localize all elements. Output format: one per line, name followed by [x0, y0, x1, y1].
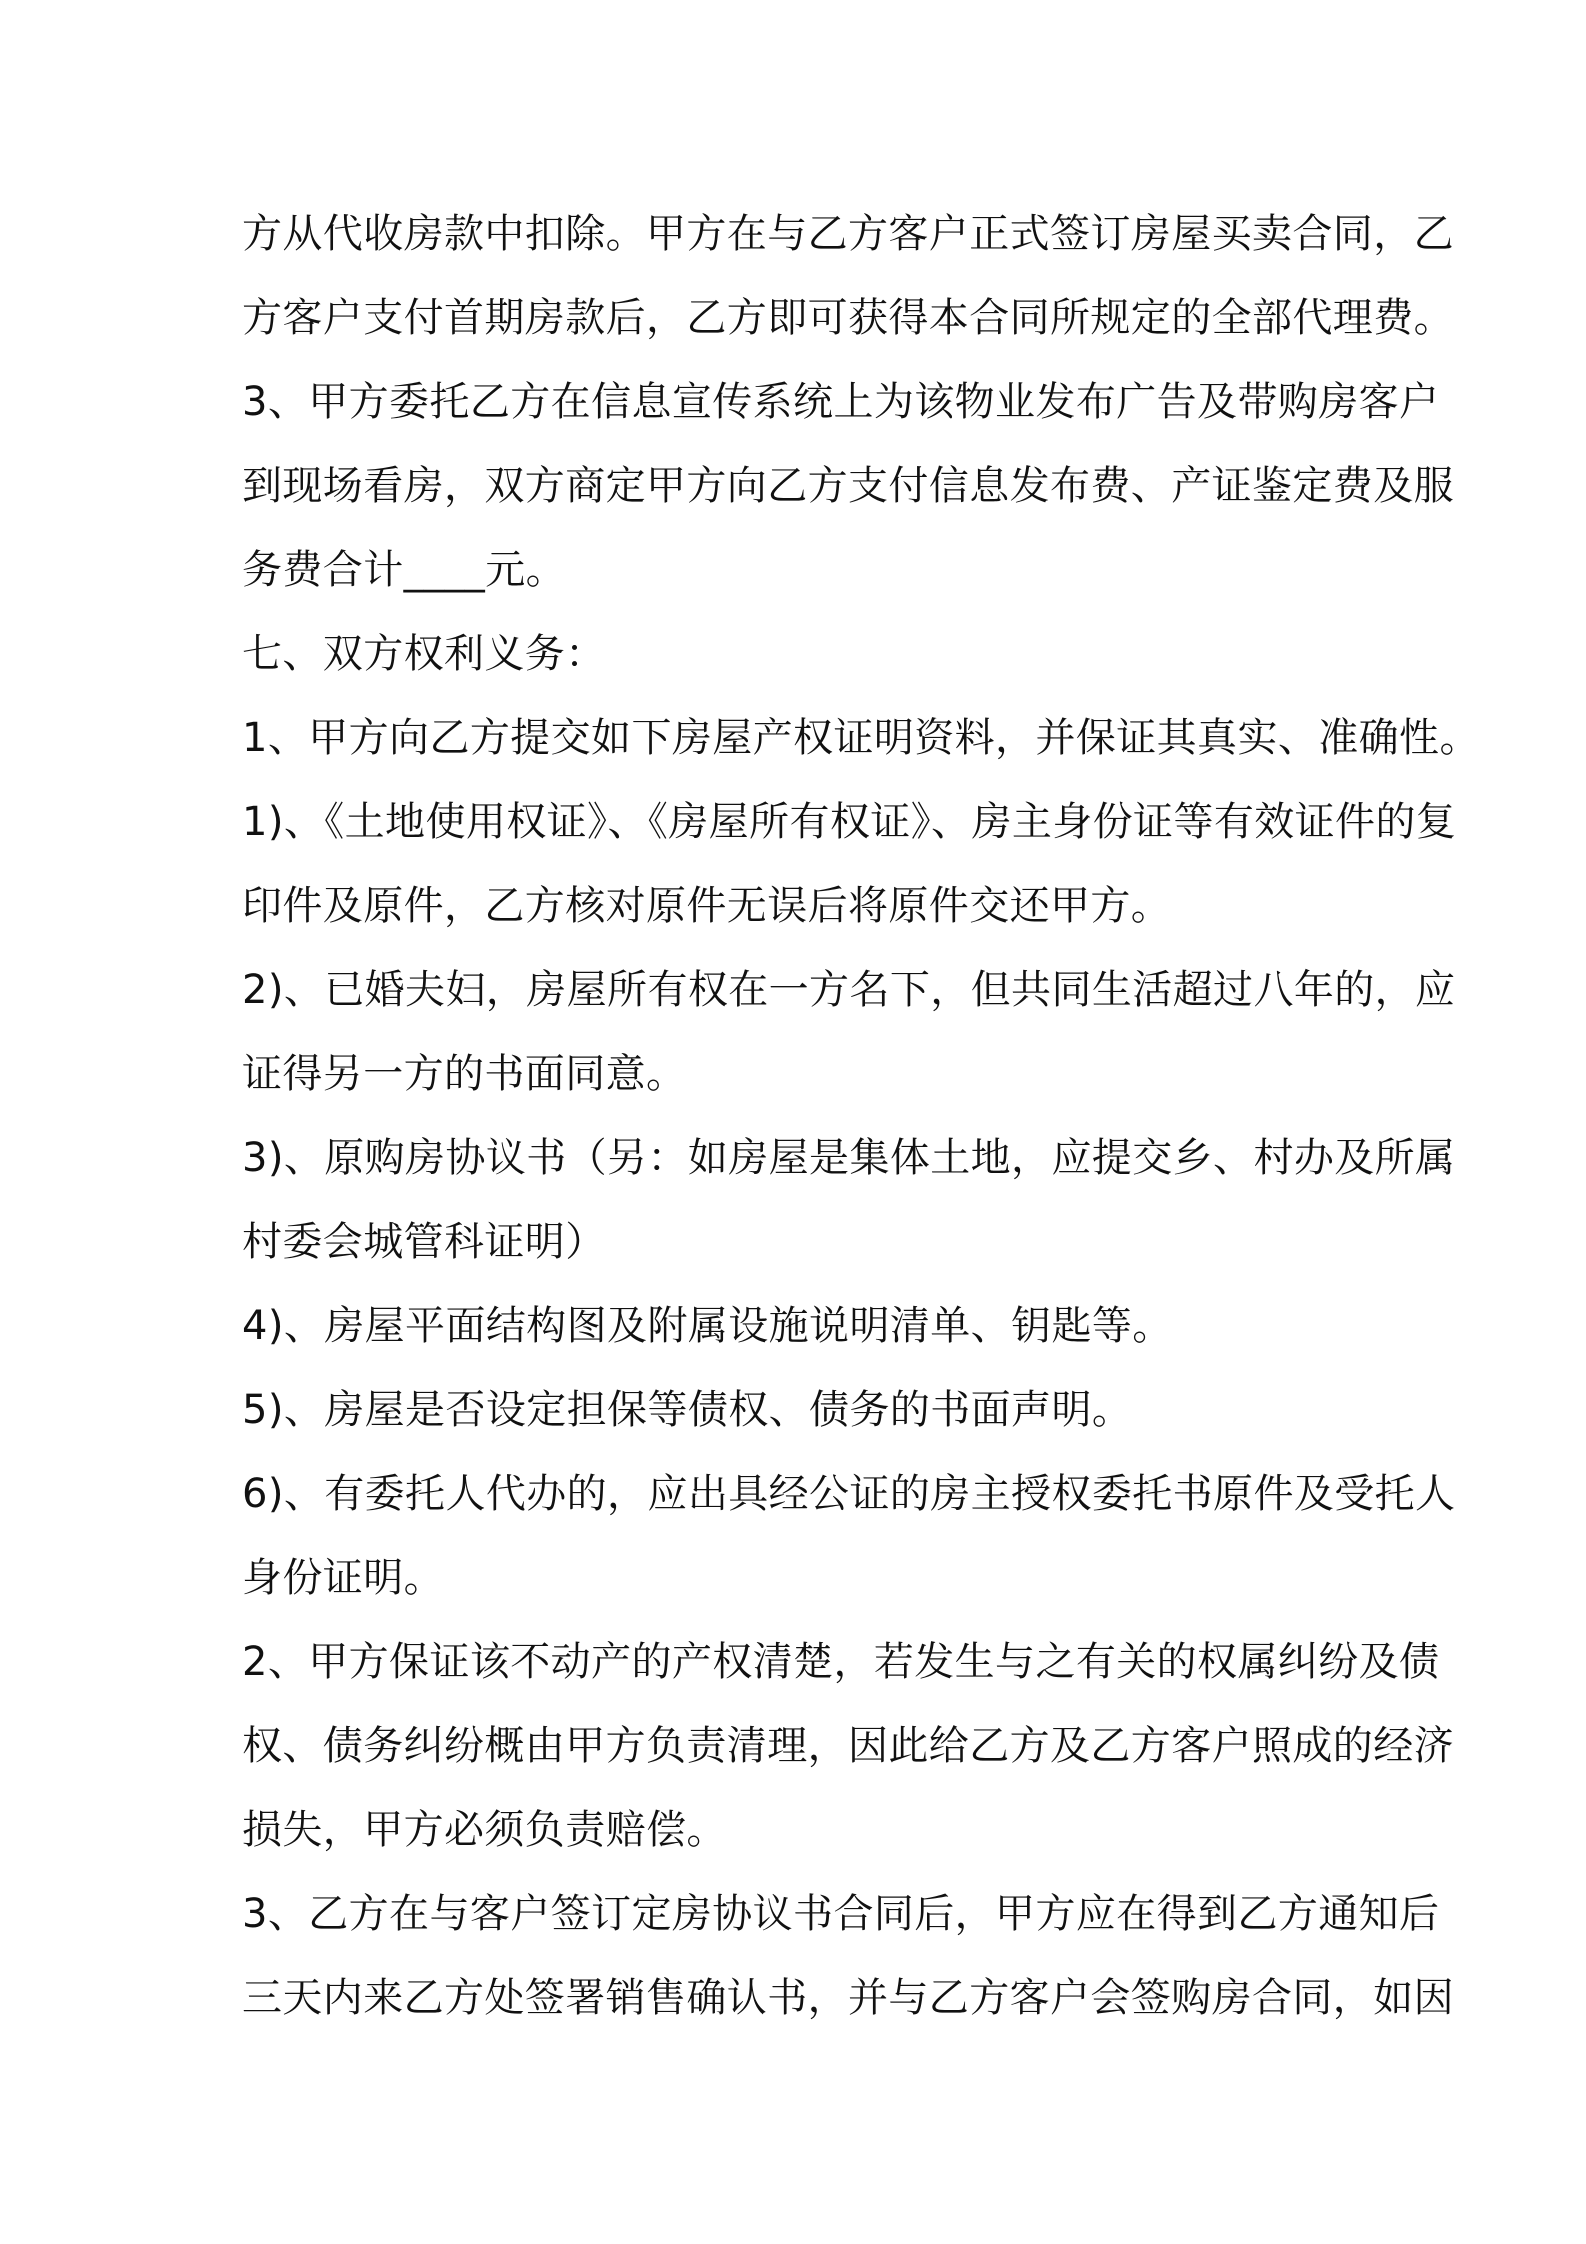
text-line: 3)、原购房协议书（另：如房屋是集体土地，应提交乡、村办及所属: [242, 1135, 1456, 1181]
text-line: 村委会城管科证明）: [242, 1219, 606, 1265]
text-line: 5)、房屋是否设定担保等债权、债务的书面声明。: [242, 1387, 1133, 1433]
contract-text-body: [242, 192, 1480, 2040]
text-line: 6)、有委托人代办的，应出具经公证的房主授权委托书原件及受托人: [242, 1471, 1456, 1517]
text-line: 4)、房屋平面结构图及附属设施说明清单、钥匙等。: [242, 1303, 1173, 1349]
text-line: 2)、已婚夫妇，房屋所有权在一方名下，但共同生活超过八年的，应: [242, 967, 1456, 1013]
text-line: 务费合计____元。: [242, 547, 566, 593]
text-line: 1、甲方向乙方提交如下房屋产权证明资料，并保证其真实、准确性。: [242, 715, 1480, 761]
text-line: 证得另一方的书面同意。: [242, 1051, 687, 1097]
text-line: 权、债务纠纷概由甲方负责清理，因此给乙方及乙方客户照成的经济: [242, 1723, 1454, 1769]
text-line: 到现场看房，双方商定甲方向乙方支付信息发布费、产证鉴定费及服: [242, 463, 1454, 509]
section-heading: 七、双方权利义务：: [242, 631, 606, 677]
text-line: 印件及原件，乙方核对原件无误后将原件交还甲方。: [242, 883, 1172, 929]
text-line: 损失，甲方必须负责赔偿。: [242, 1807, 727, 1853]
text-line: 2、甲方保证该不动产的产权清楚，若发生与之有关的权属纠纷及债: [242, 1639, 1440, 1685]
text-line: 1)、《土地使用权证》、《房屋所有权证》、房主身份证等有效证件的复: [242, 799, 1457, 845]
text-line: 三天内来乙方处签署销售确认书，并与乙方客户会签购房合同，如因: [242, 1975, 1454, 2021]
text-line: 方从代收房款中扣除。甲方在与乙方客户正式签订房屋买卖合同，乙: [242, 211, 1454, 257]
text-line: 方客户支付首期房款后，乙方即可获得本合同所规定的全部代理费。: [242, 295, 1454, 341]
text-line: 3、乙方在与客户签订定房协议书合同后，甲方应在得到乙方通知后: [242, 1891, 1440, 1937]
text-line: 3、甲方委托乙方在信息宣传系统上为该物业发布广告及带购房客户: [242, 379, 1440, 425]
text-line: 身份证明。: [242, 1555, 444, 1601]
